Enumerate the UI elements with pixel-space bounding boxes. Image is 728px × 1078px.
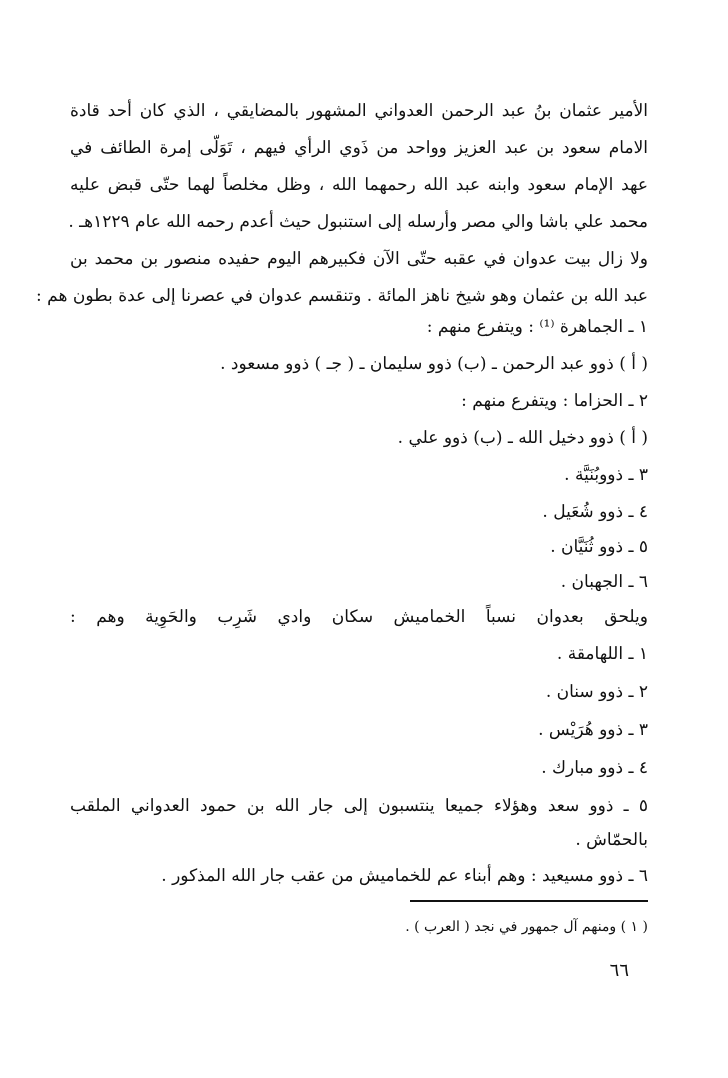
page-number: ٦٦ <box>609 960 629 981</box>
paragraph-line: عبد الله بن عثمان وهو شيخ ناهز المائة . وتنقسم عدوان في عصرنا إلى عدة بطون هم : <box>36 286 648 306</box>
list-item: ( أ ) ذوو دخيل الله ـ (ب) ذوو علي . <box>397 428 648 448</box>
list-item: ١ ـ الجماهرة ⁽¹⁾ : ويتفرع منهم : <box>426 317 648 337</box>
list-item: ( أ ) ذوو عبد الرحمن ـ (ب) ذوو سليمان ـ ( جـ ) ذوو مسعود . <box>220 354 648 374</box>
list-item: ٤ ـ ذوو شُعَيل . <box>542 502 648 522</box>
paragraph-line: محمد علي باشا والي مصر وأرسله إلى استنبول حيث أعدم رحمه الله عام ١٢٢٩هـ . <box>68 212 648 232</box>
list-item: ٦ ـ ذوو مسيعيد : وهم أبناء عم للخماميش من عقب جار الله المذكور . <box>161 866 648 886</box>
list-item: ٤ ـ ذوو مبارك . <box>541 758 648 778</box>
list-item: ٢ ـ الحزاما : ويتفرع منهم : <box>461 391 648 411</box>
list-item: ٣ ـ ذووبُنَيَّة . <box>564 465 648 485</box>
list-item-continuation: بالحمّاش . <box>575 830 648 850</box>
footnote: ( ١ ) ومنهم آل جمهور في نجد ( العرب ) . <box>405 919 648 935</box>
paragraph-line: الامام سعود بن عبد العزيز وواحد من ذَوي الرأي فيهم ، تَوَلّى إمرة الطائف في <box>70 138 648 158</box>
list-item: ٢ ـ ذوو سنان . <box>545 682 648 702</box>
paragraph-line: الأمير عثمان بنُ عبد الرحمن العدواني المشهور بالمضايقي ، الذي كان أحد قادة <box>70 101 648 121</box>
list-item: ٣ ـ ذوو هُرَيْس . <box>538 720 648 740</box>
list-item: ٥ ـ ذوو ثُنَيَّان . <box>550 537 648 557</box>
list-intro: ويلحق بعدوان نسباً الخماميش سكان وادي شَرِب والحَوِية وهم : <box>70 607 648 627</box>
paragraph-line: ولا زال بيت عدوان في عقبه حتّى الآن فكبيرهم اليوم حفيده منصور بن محمد بن <box>70 249 648 269</box>
footnote-divider <box>410 900 648 902</box>
paragraph-line: عهد الإمام سعود وابنه عبد الله رحمهما الله ، وظل مخلصاً لهما حتّى قبض عليه <box>70 175 648 195</box>
list-item: ٦ ـ الجهبان . <box>560 572 648 592</box>
list-item: ١ ـ اللهامقة . <box>556 644 648 664</box>
list-item: ٥ ـ ذوو سعد وهؤلاء جميعا ينتسبون إلى جار الله بن حمود العدواني الملقب <box>70 796 648 816</box>
